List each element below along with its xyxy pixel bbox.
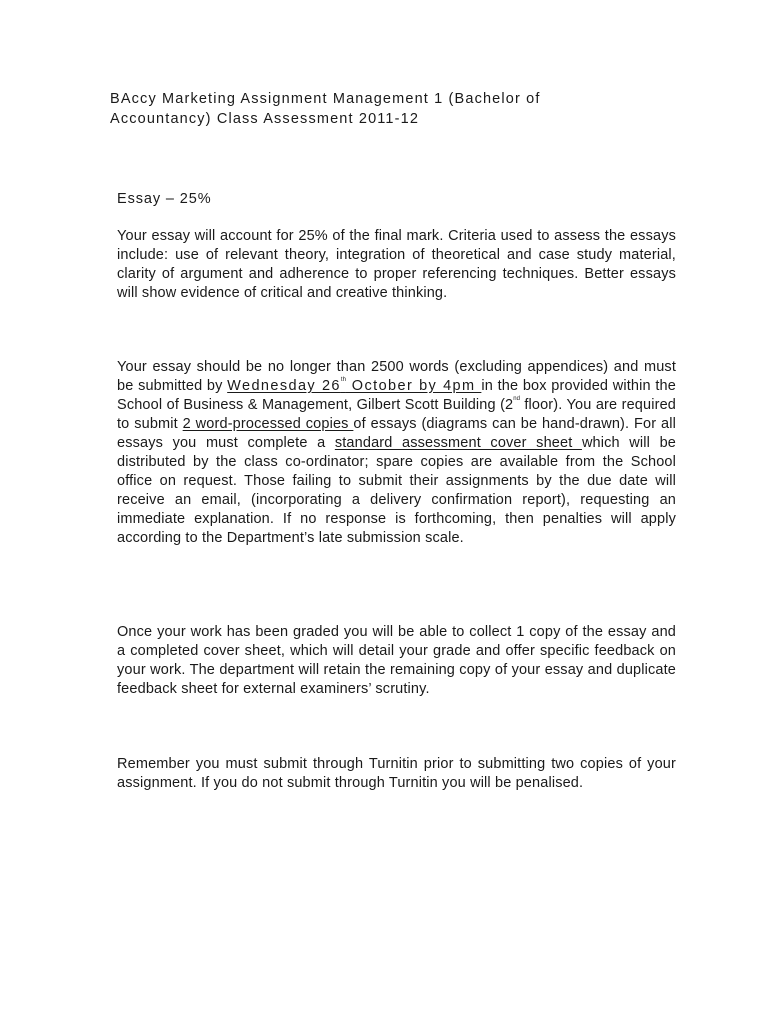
deadline xyxy=(227,378,481,394)
document-title: BAccy Marketing Assignment Management 1 (Bachelor of Accountancy) Class Assessment 2011-12 xyxy=(110,91,541,127)
deadline-rest: October by 4pm xyxy=(345,378,482,394)
turnitin-paragraph: Remember you must submit through Turnitin prior to submitting two copies of your assignment. If you do not submit through Turnitin you will be penalised. xyxy=(117,756,676,791)
submission-text-4: of essays (diagrams can be hand-drawn). For all essays you must complete a xyxy=(117,416,677,451)
deadline-day-suffix: th xyxy=(340,377,346,383)
assessment-criteria-paragraph: Your essay will account for 25% of the final mark. Criteria used to assess the essays include: use of relevant theory, integration of theoretical and case study material, clarity of argument and adherence to proper referencing techniques. Better essays will show evidence of critical and creative thinking. xyxy=(117,228,676,301)
submission-text-3: floor). You are required to submit xyxy=(117,397,676,432)
submission-text-2: in the box provided within the School of Business & Management, Gilbert Scott Building (2 xyxy=(117,378,676,413)
floor-suffix: nd xyxy=(513,396,520,402)
submission-paragraph xyxy=(117,358,676,548)
cover-sheet-requirement: standard assessment cover sheet xyxy=(334,435,582,451)
copies-requirement: 2 word-processed copies xyxy=(182,416,354,432)
submission-text-5: which will be distributed by the class co-ordinator; spare copies are available from the School office on request. Those failing to submit their assignments by the due date will receive an email, (incorporating a delivery confirmation report), requesting an immediate explanation. If no response is forthcoming, then penalties will apply according to the Department’s late submission scale. xyxy=(117,435,677,546)
feedback-paragraph: Once your work has been graded you will be able to collect 1 copy of the essay and a completed cover sheet, which will detail your grade and offer specific feedback on your work. The department will retain the remaining copy of your essay and duplicate feedback sheet for external examiners’ scrutiny. xyxy=(117,624,676,697)
submission-text-1: Your essay should be no longer than 2500 words (excluding appendices) and must be submitted by xyxy=(117,359,676,394)
deadline-day: Wednesday 26 xyxy=(227,378,341,394)
essay-heading: Essay – 25% xyxy=(117,191,212,207)
